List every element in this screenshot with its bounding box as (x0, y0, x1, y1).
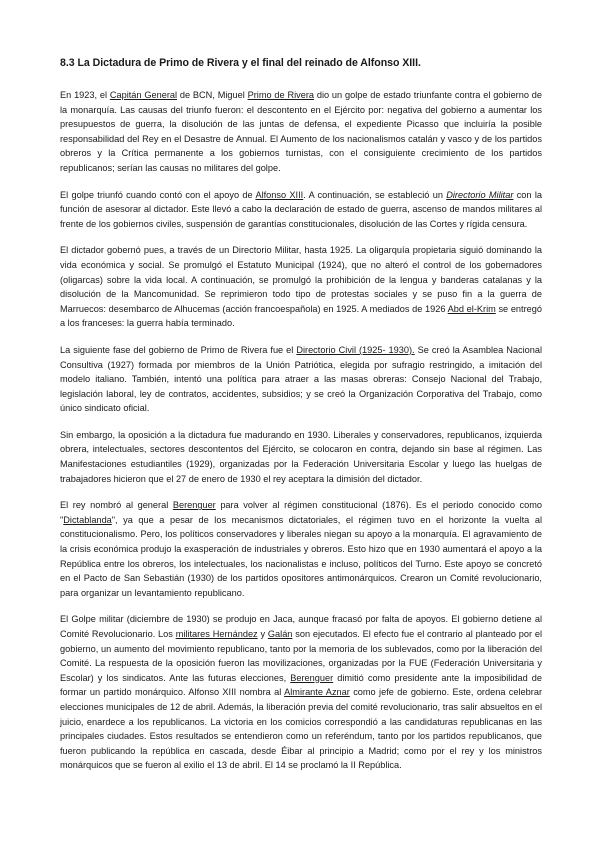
document-title: 8.3 La Dictadura de Primo de Rivera y el final del reinado de Alfonso XIII. (60, 57, 421, 69)
link-galan[interactable]: Galán (267, 629, 293, 639)
p4-text-a: La siguiente fase del gobierno de Primo de Rivera fue el (60, 344, 297, 355)
p7-text-d: dimitió como presidente ante la imposibilidad de formar un partido monárquico. Alfonso XIII nombra al (60, 672, 542, 698)
paragraph-oposicion-1930 (60, 428, 542, 486)
paragraph-golpe-jaca (60, 612, 542, 773)
link-primo-de-rivera[interactable]: Primo de Rivera (247, 90, 315, 100)
p7-text-c: son ejecutados. El efecto fue el contrario al planteado por el gobierno, un aumento del movimiento republicano, tanto por la memoria de los sublevados, como por la liberación del Comité. La respuesta de la oposición fueron las movilizaciones, organizadas por la FUE (Federación Universitaria y Escolar) y los sindicatos. Ante las futuras elecciones, (60, 629, 542, 683)
paragraph-directorio-civil (60, 343, 542, 416)
p6-text-a: El rey nombró al general (60, 500, 173, 511)
link-berenguer-2[interactable]: Berenguer (290, 672, 334, 683)
link-dictablanda[interactable]: Dictablanda (63, 514, 112, 525)
link-almirante-aznar[interactable]: Almirante Aznar (284, 687, 350, 698)
link-militares-hernandez[interactable]: militares Hernández (175, 629, 258, 639)
p2-text-b: . A continuación, se estableció un (303, 189, 447, 200)
p4-text-b: Se creó la Asamblea Nacional Consultiva (1927) formada por miembros de la Unión Patriótica, elegida por sufragio restringido, a imitación del modelo italiano. También, intentó una política para atraer a las masas obreras: Consejo Nacional del Trabajo, legislación laboral, ley de contratos, accidentes, subsidios; y se creó la Organización Corporativa del Trabajo, como único sindicato oficial. (60, 344, 542, 414)
p1-text-a: En 1923, el (60, 90, 110, 100)
link-directorio-militar[interactable]: Directorio Militar (446, 189, 514, 200)
link-alfonso-xiii[interactable]: Alfonso XIII (255, 189, 304, 200)
link-abd-el-krim[interactable]: Abd el-Krim (447, 303, 496, 314)
p6-text-c: ", ya que a pesar de los mecanismos dictatoriales, el régimen tuvo en el horizonte la vuelta al constitucionalismo. Pero, los políticos conservadores y liberales niegan su apoyo a la monarquía. El agravamiento de la crisis económica produjo la exasperación de industriales y obreros. Esto hizo que en 1930 aumentará el apoyo a la República entre los obreros, los intelectuales, los nacionalistas e incluso, políticos del Turno. Este apoyo se concretó en el Pacto de San Sebastián (1930) de los partidos opositores antimonárquicos. Crearon un Comité revolucionario, para organizar un levantamiento republicano. (60, 514, 542, 598)
paragraph-gobierno-1925 (60, 243, 542, 331)
link-berenguer[interactable]: Berenguer (172, 500, 216, 511)
p5-text-a: Sin embargo, la oposición a la dictadura fue madurando en 1930. Liberales y conservadores, republicanos, izquierda obrera, intelectuales, sectores descontentos del Ejército, se colocaron en contra, dejando sin base al régimen. Las Manifestaciones estudiantiles (1929), organizadas por la Federación Universitaria Escolar y luego las huelgas de trabajadores hicieron que el 27 de enero de 1930 el rey aceptara la dimisión del dictador. (60, 429, 542, 484)
p3-text-a: El dictador gobernó pues, a través de un Directorio Militar, hasta 1925. La oligarquía propietaria siguió dominando la vida económica y social. Se promulgó el Estatuto Municipal (1924), que no alteró el control de los gobernadores (oligarcas) sobre la vida local. A continuación, se promulgó la prohibición de la lengua y banderas catalanas y la disolución de la Mancomunidad. Se reprimieron todo tipo de protestas sociales y se puso fin a la guerra de Marruecos: desembarco de Alhucemas (acción francoespañola) en 1925. A mediados de 1926 (60, 245, 542, 314)
p2-text-a: El golpe triunfó cuando contó con el apoyo de (60, 189, 256, 200)
p7-text-a: El Golpe militar (diciembre de 1930) se produjo en Jaca, aunque fracasó por falta de apoyos. El gobierno detiene al Comité Revolucionario. Los (60, 614, 542, 639)
p1-text-c: dio un golpe de estado triunfante contra el gobierno de la monarquía. Las causas del triunfo fueron: el descontento en el Ejército por: negativa del gobierno a aumentar los presupuestos de guerra, la disolución de las juntas de defensa, el expediente Picasso que incluiría la posible responsabilidad del Rey en el Desastre de Annual. El Aumento de los nacionalismos catalán y vasco y de los partidos obreros y la Crítica permanente a los gobiernos turnistas, con el consiguiente crecimiento de los partidos republicanos; serían las causas no militares del golpe. (60, 90, 543, 173)
link-capitan-general[interactable]: Capitán General (109, 90, 178, 100)
p1-text-b: de BCN, Miguel (177, 90, 248, 100)
link-directorio-civil[interactable]: Directorio Civil (1925- 1930). (296, 344, 415, 355)
p7-text-e: como jefe de gobierno. Este, ordena celebrar elecciones municipales de 12 de abril. Además, la liberación previa del comité revolucionario, tras salir absueltos en el juicio, enardece a los republicanos. La victoria en los comicios correspondió a las candidaturas republicanas en las principales ciudades. Estos resultados se entendieron como un referéndum, tanto por los partidos republicanos, que fueron publicando la república en cascada, desde Éibar al principio a Madrid; como por el rey y los ministros monárquicos que se fueron al exilio el 13 de abril. El 14 se proclamó la II República. (60, 687, 542, 771)
p2-text-c: con la función de asesorar al dictador. Este llevó a cabo la declaración de estado de guerra, ascenso de mandos militares al frente de los gobiernos civiles, suspensión de garantías constitucionales, disolución de las Cortes y rígida censura. (60, 189, 543, 229)
p6-text-b: para volver al régimen constitucional (1876). Es el periodo conocido como " (60, 500, 542, 525)
paragraph-dictablanda (60, 498, 542, 600)
paragraph-coup-1923 (60, 88, 542, 176)
paragraph-directorio-militar (60, 188, 542, 232)
p7-text-b: y (257, 629, 268, 639)
p3-text-b: se entregó a los franceses: la guerra había terminado. (60, 303, 542, 329)
